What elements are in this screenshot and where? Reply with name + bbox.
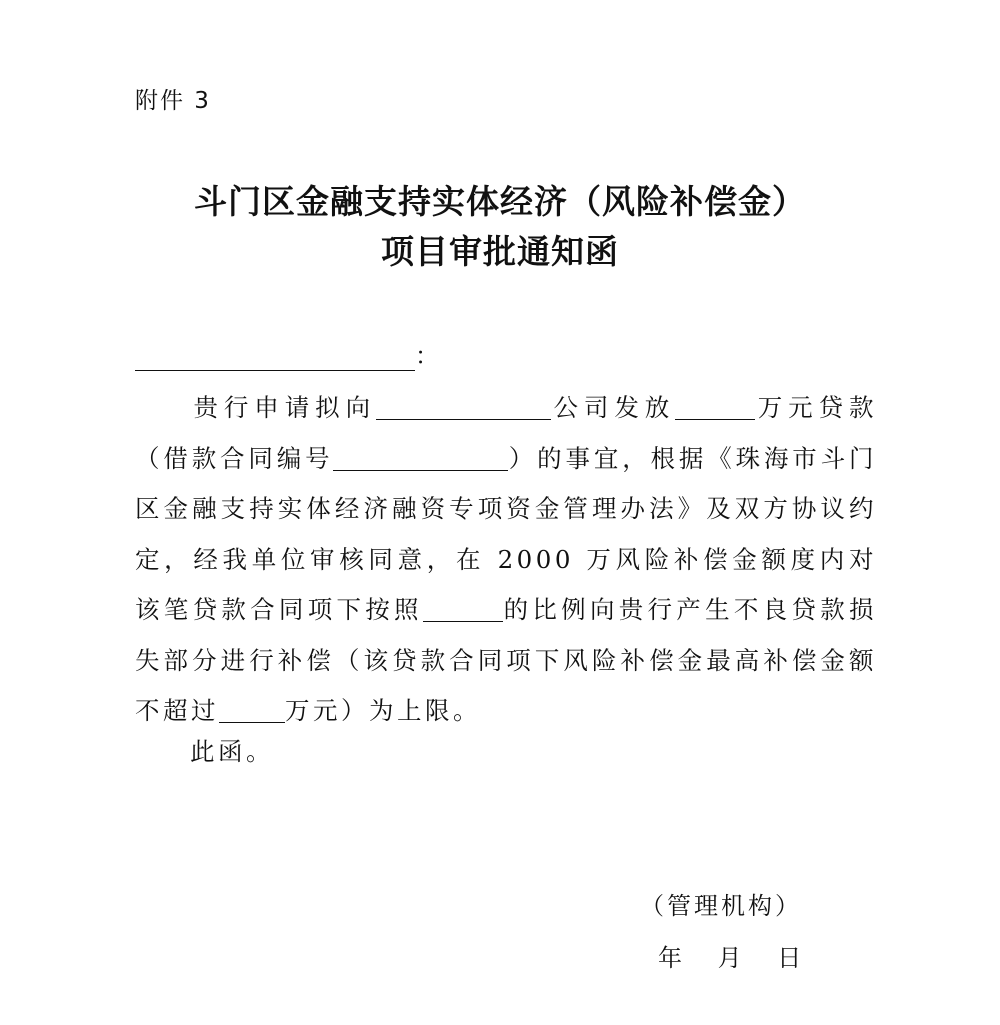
- document-title-line-2: 项目审批通知函: [381, 232, 619, 271]
- signature-date: 年 月 日: [658, 944, 805, 972]
- body-text-6: 万元）为上限。: [285, 696, 481, 725]
- body-text-4: ）的事宜，根据《珠海市斗门区金融支持实体经济融资专项资金管理办法》及双方协议约定，经我单位审核同意，在 2000 万风险补偿金额度内对该笔贷款合同项下按照: [135, 443, 878, 624]
- body-text-3: 万元贷款（借款合同编号: [135, 393, 877, 473]
- recipient-blank: [135, 348, 415, 371]
- recipient-line: [135, 336, 439, 370]
- body-text-5: 的比例向贵行产生不良贷款损失部分进行补偿（该贷款合同项下风险补偿金最高补偿金额不超过: [135, 595, 878, 725]
- contract-number-blank: [333, 444, 508, 471]
- body-text-1: 贵行申请拟向: [191, 393, 377, 422]
- loan-amount-blank: [675, 393, 755, 420]
- document-title-line-1: 斗门区金融支持实体经济（风险补偿金）: [194, 182, 806, 221]
- signature-organization: （管理机构）: [640, 892, 802, 920]
- attachment-label: 附件 3: [135, 88, 211, 114]
- max-compensation-blank: [219, 696, 285, 723]
- recipient-colon: ：: [415, 342, 439, 370]
- company-blank: [376, 393, 551, 420]
- body-text-2: 公司发放: [551, 393, 676, 422]
- body-paragraph: [135, 383, 877, 737]
- ratio-blank: [423, 595, 503, 622]
- closing-text: 此函。: [190, 737, 274, 766]
